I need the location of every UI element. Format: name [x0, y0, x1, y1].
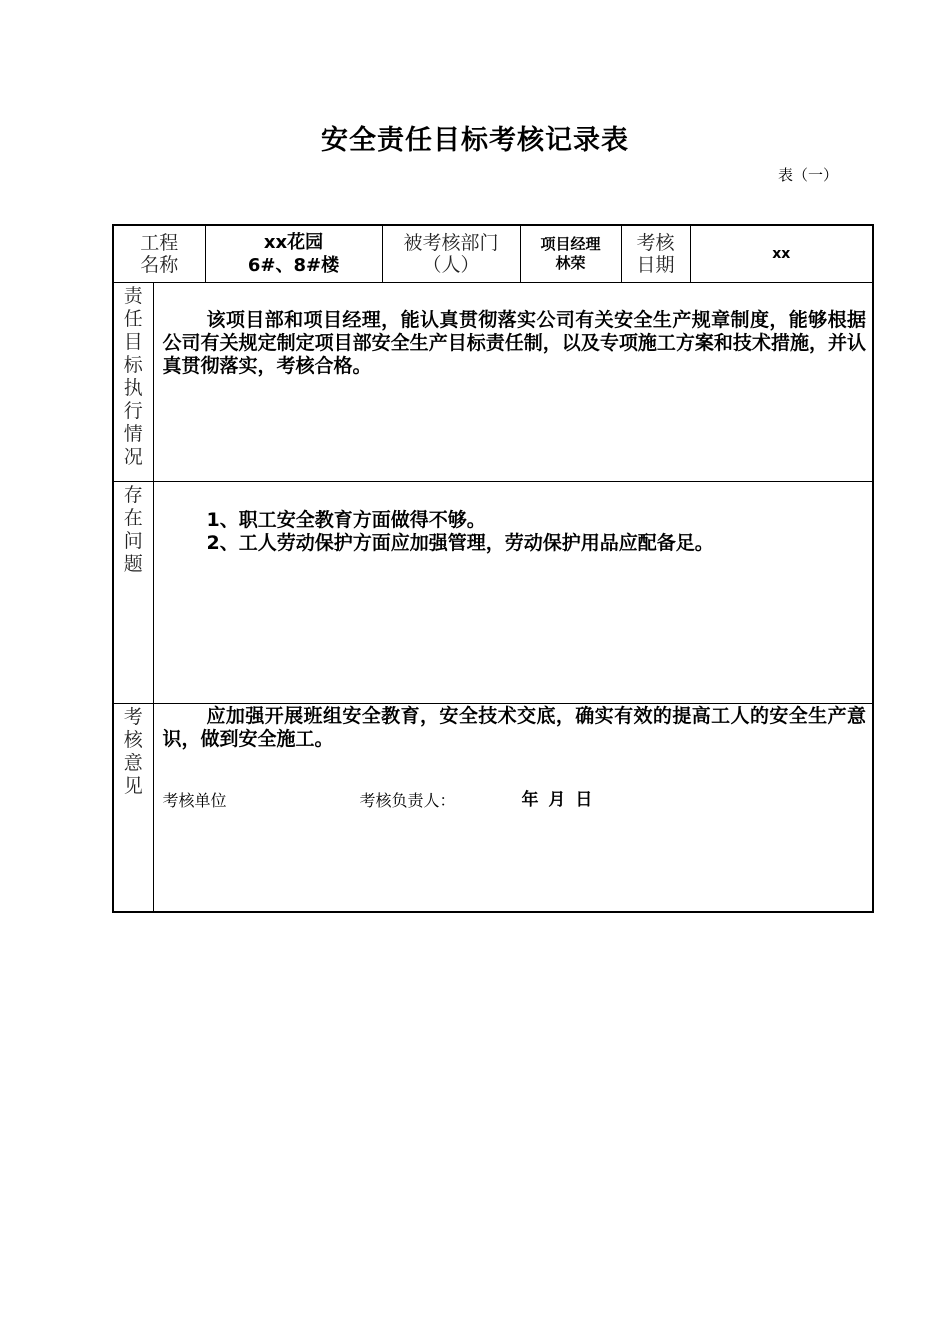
problem-item-1: 1、职工安全教育方面做得不够。 — [206, 509, 486, 531]
opinion-content — [153, 704, 873, 912]
assessment-form-table — [112, 224, 874, 913]
date-value: xx — [690, 225, 873, 283]
opinion-row — [113, 704, 873, 912]
project-name-value — [205, 225, 382, 283]
execution-label: 责 任 目 标 执 行 情 况 — [113, 283, 153, 482]
dept-value-line2: 林荣 — [555, 254, 586, 272]
execution-content — [153, 283, 873, 482]
dept-label: 被考核部门（人） — [382, 225, 520, 283]
assessment-date-label: 年 月 日 — [521, 790, 595, 810]
project-name-line1: xx花园 — [263, 232, 324, 253]
table-number: 表（一） — [778, 166, 839, 184]
problems-row — [113, 482, 873, 704]
problems-content — [153, 482, 873, 704]
project-name-label: 工程名称 — [113, 225, 205, 283]
assessment-unit-label: 考核单位 — [162, 791, 227, 810]
opinion-text: 应加强开展班组安全教育，安全技术交底，确实有效的提高工人的安全生产意识，做到安全施工。 — [162, 705, 867, 750]
execution-row — [113, 283, 873, 482]
problem-item-2: 2、工人劳动保护方面应加强管理，劳动保护用品应配备足。 — [206, 532, 714, 554]
header-row — [113, 225, 873, 283]
project-name-line2: 6#、8#楼 — [247, 255, 340, 276]
opinion-label: 考 核 意 见 — [113, 704, 153, 912]
assessment-person-label: 考核负责人： — [359, 791, 456, 810]
problems-label: 存 在 问 题 — [113, 482, 153, 704]
signature-line — [163, 789, 867, 813]
date-label: 考核日期 — [621, 225, 690, 283]
dept-value-line1: 项目经理 — [540, 235, 601, 253]
page-title: 安全责任目标考核记录表 — [321, 125, 629, 156]
execution-text: 该项目部和项目经理，能认真贯彻落实公司有关安全生产规章制度，能够根据公司有关规定制定项目部安全生产目标责任制，以及专项施工方案和技术措施，并认真贯彻落实，考核合格。 — [162, 309, 867, 377]
dept-value — [520, 225, 621, 283]
